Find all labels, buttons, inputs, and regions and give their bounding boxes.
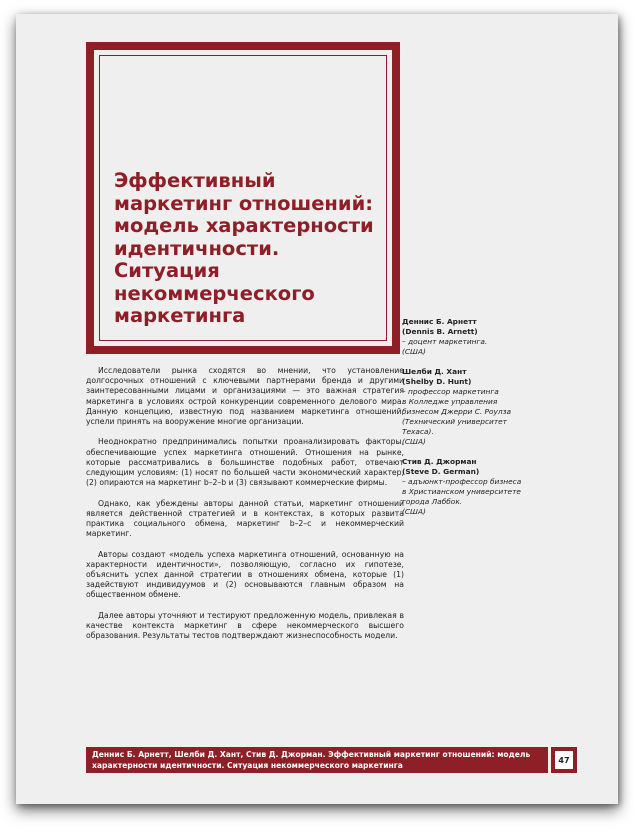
author-name-latin: (Shelby D. Hunt) (402, 377, 472, 386)
abstract-paragraph: Далее авторы уточняют и тестируют предложенную модель, привлекая в качестве контекста маркетинг в сфере некоммерческого высшего образования. Результаты тестов подтверждают жизнеспособность модели. (86, 610, 404, 641)
page-number: 47 (554, 750, 574, 770)
title-line: Эффективный (114, 169, 276, 192)
author-name-latin: (Steve D. German) (402, 467, 480, 476)
author-role-line: (Технический университет (402, 417, 507, 426)
title-line: маркетинга (114, 304, 246, 327)
author-role-line: Техаса). (402, 427, 434, 436)
author-role-line: (США) (402, 347, 426, 356)
journal-page (16, 14, 618, 804)
author-name-latin: (Dennis B. Arnett) (402, 327, 478, 336)
author-role-line: – адъюнкт-профессор бизнеса (402, 477, 522, 486)
title-frame (86, 42, 400, 354)
author-role-line: города Лаббок. (402, 497, 463, 506)
author-role-line: – профессор маркетинга (402, 387, 499, 396)
author-role-line: – доцент маркетинга. (402, 337, 488, 346)
running-head-text: Деннис Б. Арнетт, Шелби Д. Хант, Стив Д. Джорман. Эффективный маркетинг отношений: модель характерности идентичности. Ситуация некоммерческого маркетинга (92, 750, 531, 770)
author-name: Стив Д. Джорман (402, 457, 477, 466)
author-role-line: (США) (402, 437, 426, 446)
author-role-line: бизнесом Джерри С. Роулза (402, 407, 512, 416)
author-block (402, 367, 572, 447)
author-block (402, 457, 572, 517)
author-name: Шелби Д. Хант (402, 367, 467, 376)
article-title (114, 170, 384, 328)
authors-column (402, 317, 572, 527)
page-number-box (551, 747, 577, 773)
abstract-body (86, 366, 404, 652)
abstract-paragraph: Исследователи рынка сходятся во мнении, что установление долгосрочных отношений с ключевыми партнерами бренда и другими заинтересованными лицами и организациями — это важная стратегия маркетинга в условиях острой конкуренции современного делового мира. Данную концепцию, известную под названием маркетинга отношений, успели принять на вооружение многие организации. (86, 366, 404, 427)
author-role-line: (США) (402, 507, 426, 516)
abstract-paragraph: Неоднократно предпринимались попытки проанализировать факторы, обеспечивающие успех маркетинга отношений. Отношения на рынке, которые рассматривались в большинстве подобных работ, отвечают следующим условиям: (1) носят по большей части экономический характер, (2) опираются на маркетинг b–2–b и (3) связывают коммерческие фирмы. (86, 437, 404, 488)
author-name: Деннис Б. Арнетт (402, 317, 477, 326)
title-line: модель характерности (114, 214, 374, 237)
author-role-line: в Христианском университете (402, 487, 521, 496)
title-line: некоммерческого (114, 281, 315, 305)
title-line: маркетинг отношений: (114, 191, 374, 215)
running-head-bar (86, 747, 548, 773)
abstract-paragraph: Авторы создают «модель успеха маркетинга отношений, основанную на характерности идентичности», позволяющую, согласно их гипотезе, объяснить успех данной стратегии в отношениях обмена, которые (1) задействуют индивидуумов и (2) основываются главным образом на общественном обмене. (86, 549, 404, 600)
author-role-line: в Колледже управления (402, 397, 498, 406)
title-line: идентичности. (114, 236, 280, 260)
abstract-paragraph: Однако, как убеждены авторы данной статьи, маркетинг отношений является действенной стратегией и в контекстах, в которых развита практика социального обмена, маркетинг b–2–c и некоммерческий маркетинг. (86, 498, 404, 539)
author-block (402, 317, 572, 357)
title-line: Ситуация (114, 259, 220, 282)
